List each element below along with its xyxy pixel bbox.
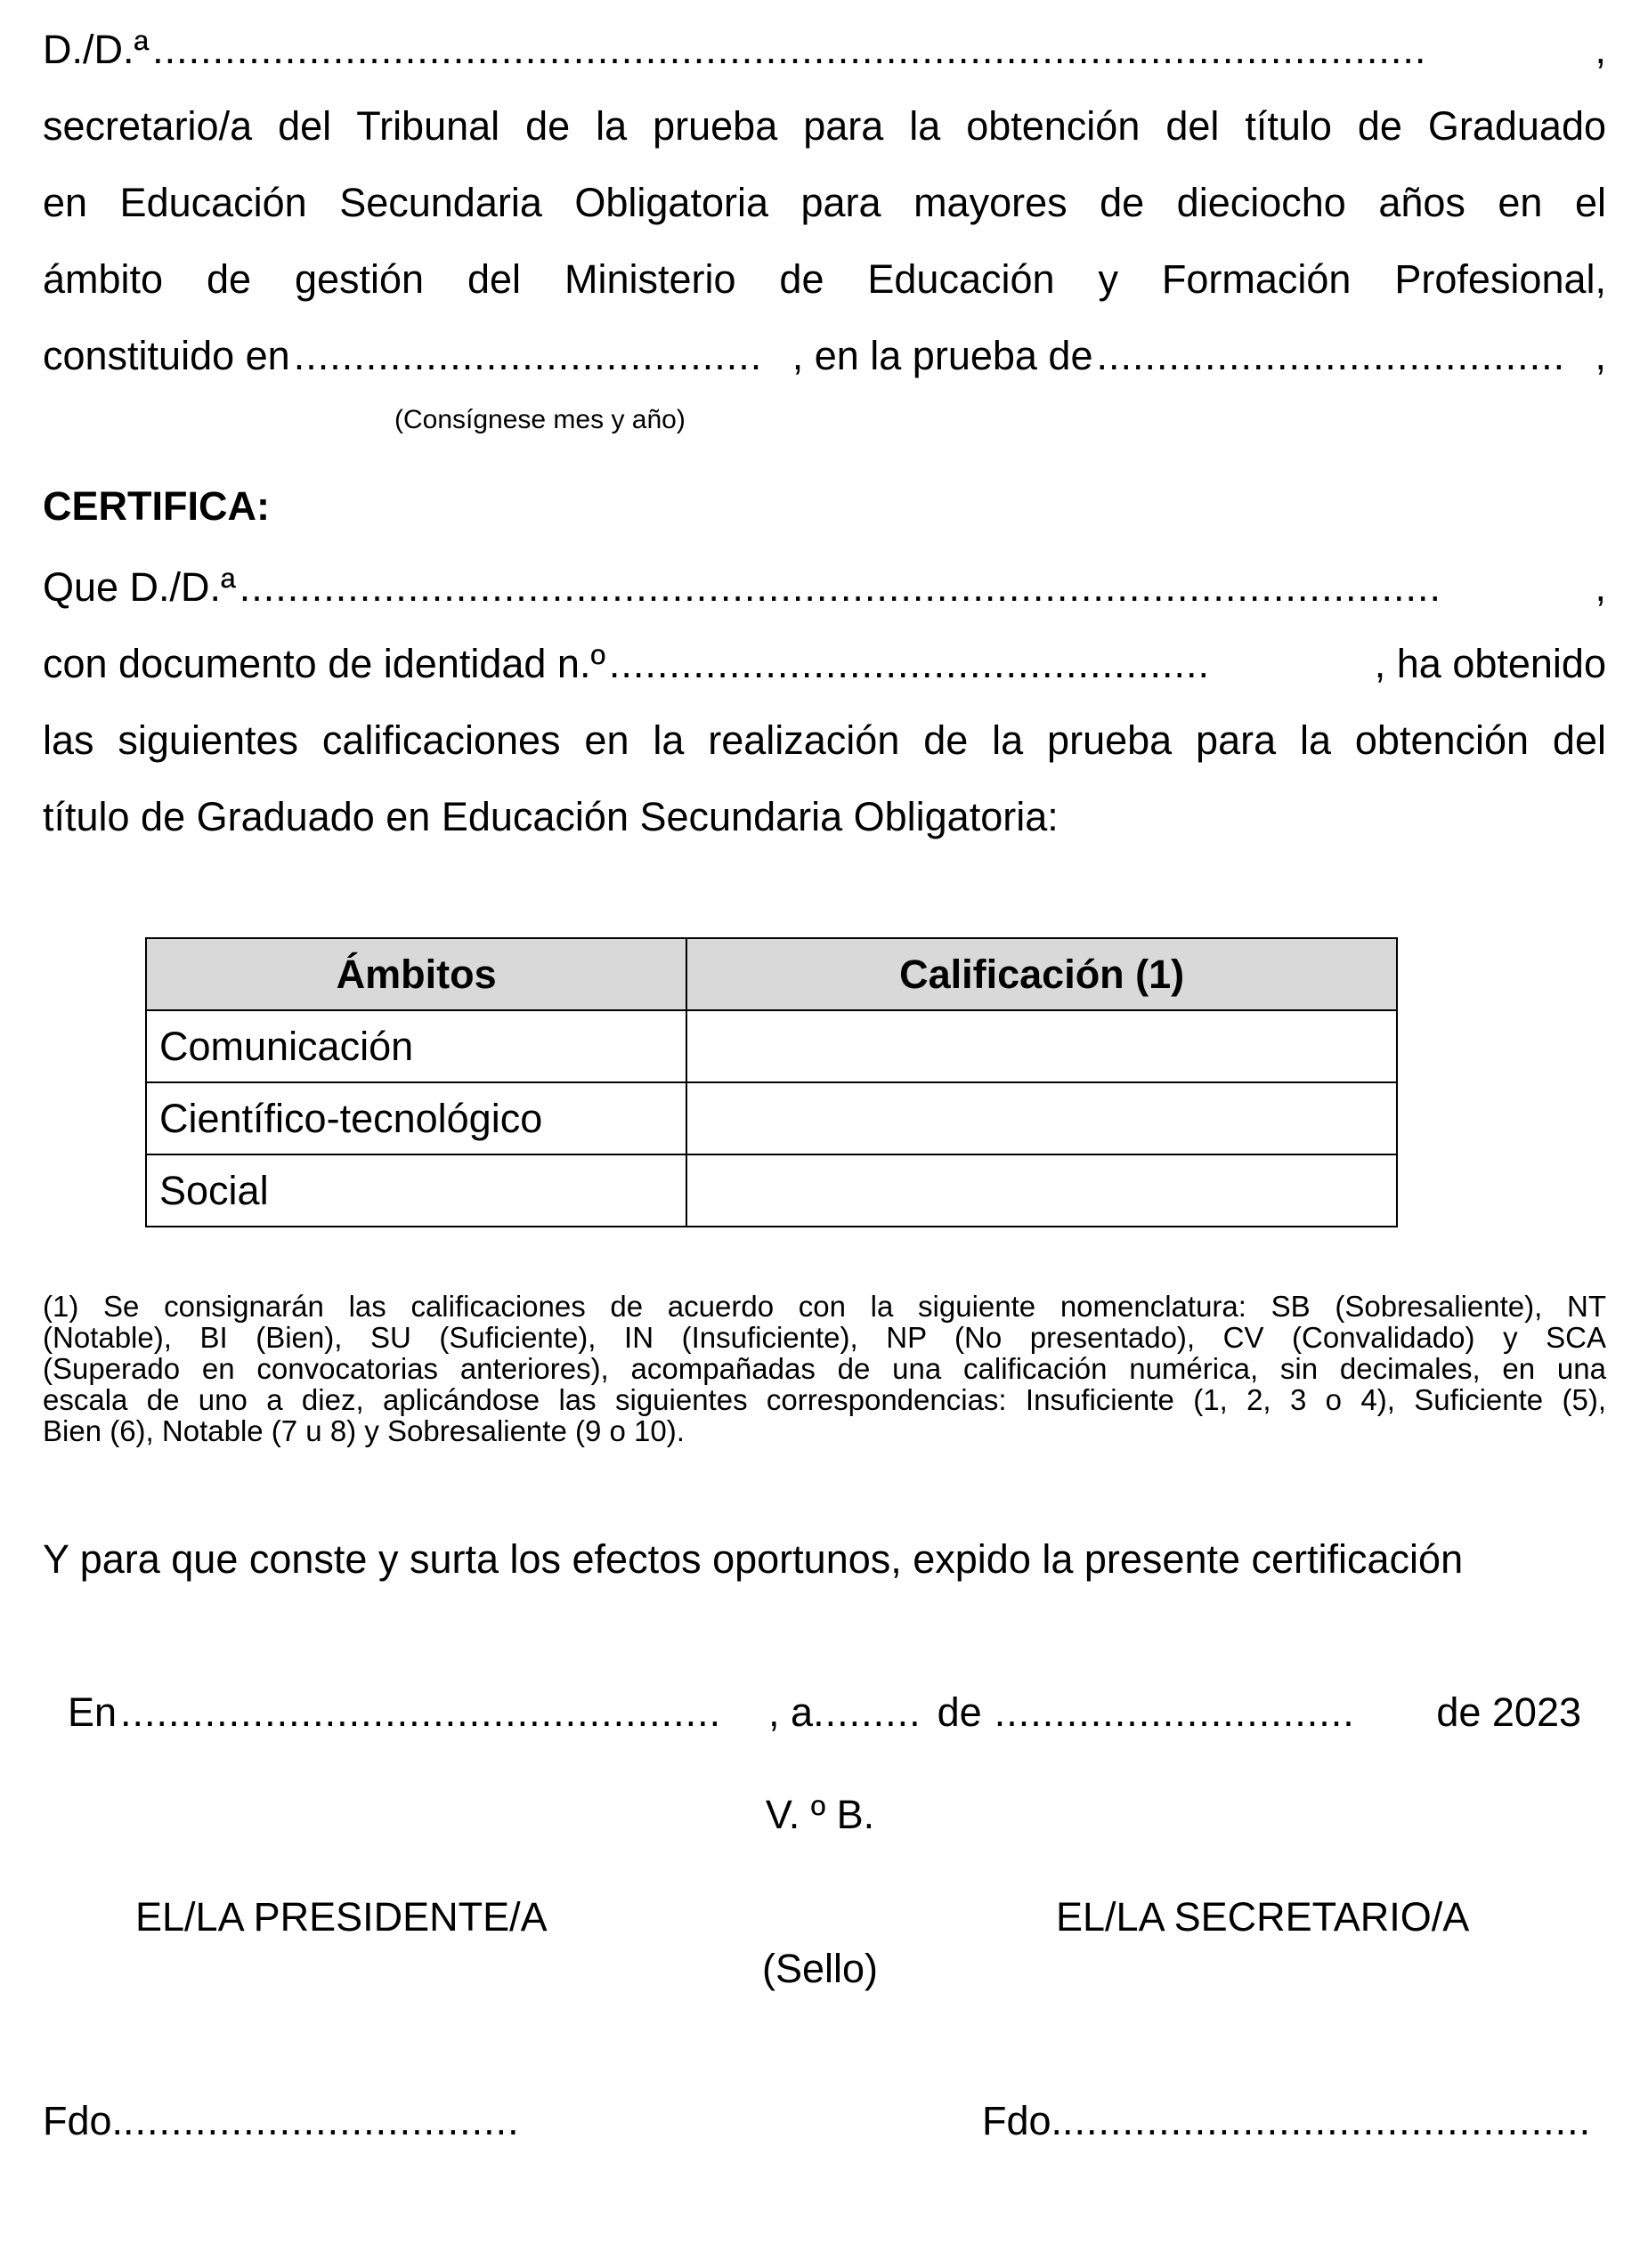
certifica-heading: CERTIFICA:: [43, 483, 270, 529]
que-label: Que D./D.ª: [43, 564, 236, 610]
footnote-line: escala de uno a diez, aplicándose las siguientes correspondencias: Insuficiente (1, 2, 3 o 4), Suficiente (5),: [43, 1383, 1606, 1416]
comma: ,: [1595, 27, 1606, 72]
prueba-label: , en la prueba de: [792, 333, 1093, 378]
month-year-note: (Consígnese mes y año): [394, 405, 686, 434]
ambito-cell: Comunicación: [146, 1010, 686, 1082]
footnote-line: (Notable), BI (Bien), SU (Suficiente), IN (Insuficiente), NP (No presentado), CV (Convalidado) y SCA: [43, 1321, 1606, 1354]
id-label: con documento de identidad n.º: [43, 641, 605, 686]
ambito-cell: Social: [146, 1154, 686, 1227]
header-ambitos: Ámbitos: [146, 938, 686, 1010]
month-label: de: [937, 1689, 982, 1735]
student-name-fill-line[interactable]: ....................................................................................................: [239, 564, 1441, 610]
certifica-line-2: [43, 639, 1606, 689]
fdo-label: Fdo.: [43, 2098, 124, 2143]
header-line-4: ámbito de gestión del Ministerio de Educación y Formación Profesional,: [43, 256, 1606, 302]
table-row: [146, 1010, 1397, 1082]
grade-cell[interactable]: [686, 1154, 1397, 1227]
day-label: , a: [768, 1689, 814, 1735]
certifica-line-3: las siguientes calificaciones en la realización de la prueba para la obtención del: [43, 717, 1606, 763]
comma: ,: [1595, 564, 1606, 610]
table-row: [146, 1154, 1397, 1227]
grade-cell[interactable]: [686, 1010, 1397, 1082]
signature-left: [43, 2096, 550, 2146]
certifica-line-4: título de Graduado en Educación Secundaria Obligatoria:: [43, 794, 1059, 839]
date-line: [68, 1688, 1581, 1737]
header-line-3: en Educación Secundaria Obligatoria para mayores de dieciocho años en el: [43, 180, 1606, 225]
footnote-line: Bien (6), Notable (7 u 8) y Sobresaliente (9 o 10).: [43, 1414, 685, 1447]
day-fill-line[interactable]: .........: [813, 1689, 921, 1735]
constituido-label: constituido en: [43, 333, 290, 378]
ambito-cell: Científico-tecnológico: [146, 1082, 686, 1154]
comma: ,: [1595, 333, 1607, 378]
footnote-line: (Superado en convocatorias anteriores), acompañadas de una calificación numérica, sin decimales, en una: [43, 1352, 1606, 1385]
en-label: En: [68, 1689, 118, 1735]
grades-table: [145, 937, 1398, 1227]
visto-bueno: V. º B.: [765, 1792, 875, 1837]
president-signature-line[interactable]: .................................: [123, 2098, 520, 2143]
closing-statement: Y para que conste y surta los efectos oportunos, expido la presente certificación: [43, 1536, 1464, 1582]
header-line-1: [43, 25, 1606, 75]
place-fill-line[interactable]: .......................................: [293, 333, 763, 378]
footnote: [43, 1291, 1606, 1446]
secretary-signature-line[interactable]: ............................................: [1062, 2098, 1592, 2143]
signature-right: [982, 2096, 1605, 2146]
header-calificacion: Calificación (1): [686, 938, 1397, 1010]
certifica-line-1: [43, 563, 1606, 612]
dd-label: D./D.ª: [43, 27, 150, 72]
header-line-2: secretario/a del Tribunal de la prueba para la obtención del título de Graduado: [43, 103, 1606, 149]
obtained-label: , ha obtenido: [1374, 641, 1606, 686]
table-header-row: [146, 938, 1397, 1010]
president-title: EL/LA PRESIDENTE/A: [135, 1894, 548, 1940]
seal-label: (Sello): [761, 1946, 879, 1991]
grade-cell[interactable]: [686, 1082, 1397, 1154]
header-line-5: [43, 331, 1606, 381]
year-label: de 2023: [1436, 1689, 1581, 1735]
name-fill-line[interactable]: ..........................................................................................................: [152, 27, 1427, 72]
fdo-label: Fdo.: [982, 2098, 1063, 2143]
test-fill-line[interactable]: .......................................: [1096, 333, 1566, 378]
table-row: [146, 1082, 1397, 1154]
footnote-line: (1) Se consignarán las calificaciones de acuerdo con la siguiente nomenclatura: SB (Sobresaliente), NT: [43, 1290, 1606, 1323]
month-fill-line[interactable]: ..............................: [994, 1689, 1355, 1735]
city-fill-line[interactable]: ..................................................: [120, 1689, 722, 1735]
secretary-title: EL/LA SECRETARIO/A: [1056, 1894, 1470, 1940]
id-fill-line[interactable]: ..................................................: [608, 641, 1211, 686]
